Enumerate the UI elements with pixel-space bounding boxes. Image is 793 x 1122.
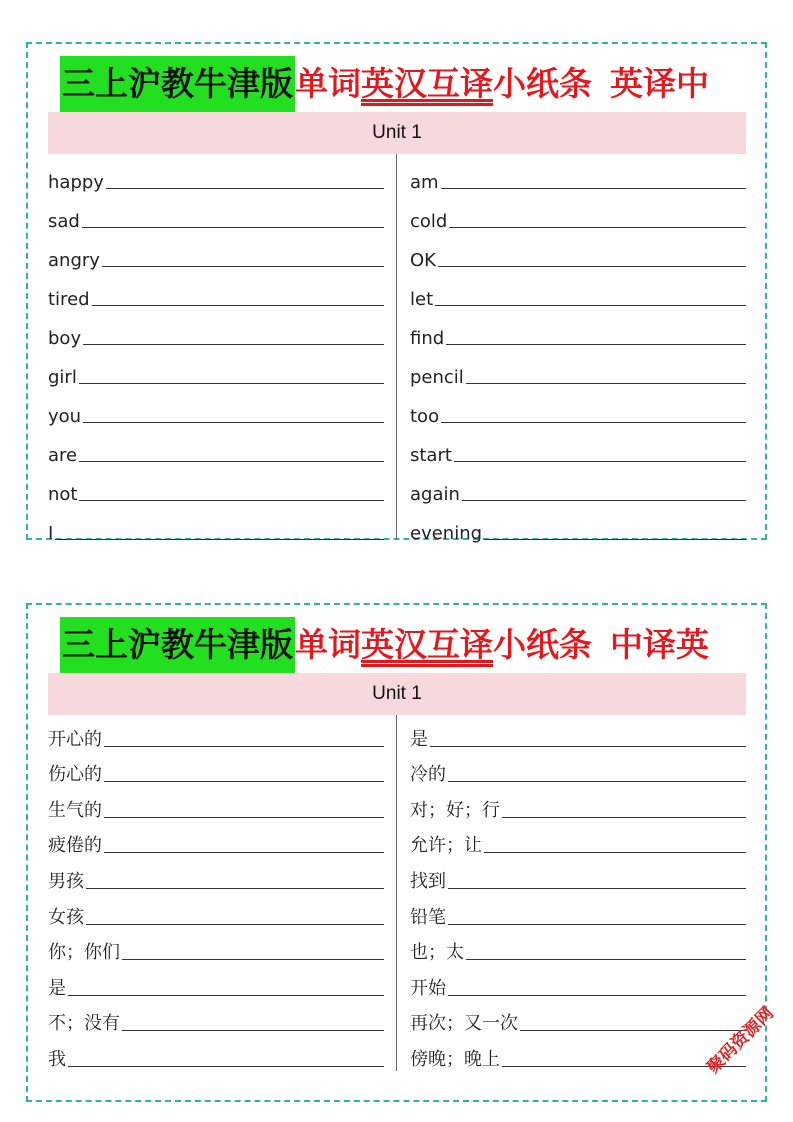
answer-blank: [106, 188, 384, 189]
answer-blank: [104, 852, 384, 853]
vocab-word: sad: [48, 211, 80, 232]
answer-blank: [430, 746, 746, 747]
card-title: [60, 617, 709, 673]
column-divider: [396, 715, 397, 1071]
unit-header: Unit 1: [48, 112, 746, 154]
vocab-row: [410, 1000, 746, 1036]
left-column: [48, 154, 384, 544]
answer-blank: [79, 461, 384, 462]
vocab-word: 你；你们: [48, 942, 120, 964]
vocab-row: [48, 349, 384, 388]
answer-blank: [86, 888, 384, 889]
answer-blank: [68, 995, 384, 996]
vocab-word: tired: [48, 289, 90, 310]
vocab-word: 允许；让: [410, 835, 482, 857]
vocab-row: [410, 232, 746, 271]
vocab-row: [410, 271, 746, 310]
vocab-row: [410, 857, 746, 893]
vocab-row: [48, 232, 384, 271]
vocab-word: 是: [410, 728, 428, 750]
vocab-row: [48, 964, 384, 1000]
vocab-row: [410, 505, 746, 544]
vocab-word: 是: [48, 977, 66, 999]
answer-blank: [502, 817, 746, 818]
vocab-word: boy: [48, 328, 82, 349]
vocab-word: evening: [410, 523, 483, 544]
vocab-row: [48, 388, 384, 427]
right-column: [410, 715, 746, 1071]
vocab-row: [48, 310, 384, 349]
vocab-row: [48, 466, 384, 505]
vocab-word: 找到: [410, 870, 446, 892]
vocab-row: [48, 154, 384, 193]
vocab-word: 冷的: [410, 764, 446, 786]
vocab-word: girl: [48, 367, 77, 388]
vocab-word: 开始: [410, 977, 446, 999]
vocab-row: [48, 929, 384, 965]
vocab-row: [48, 505, 384, 544]
vocab-row: [48, 427, 384, 466]
title-part: 单词: [295, 625, 361, 664]
vocab-word: 男孩: [48, 870, 84, 892]
vocab-row: [48, 751, 384, 787]
answer-blank: [104, 746, 384, 747]
vocab-word: cold: [410, 211, 448, 232]
answer-blank: [104, 817, 384, 818]
vocab-word: I: [48, 523, 54, 544]
vocab-row: [410, 193, 746, 232]
vocab-row: [48, 1000, 384, 1036]
vocab-row: [48, 857, 384, 893]
answer-blank: [484, 539, 746, 540]
chinese-to-english-card: [26, 603, 767, 1102]
answer-blank: [462, 500, 746, 501]
vocab-row: [410, 466, 746, 505]
answer-blank: [520, 1030, 746, 1031]
vocab-row: [48, 271, 384, 310]
vocab-word: OK: [410, 250, 436, 271]
vocab-word: 生气的: [48, 799, 102, 821]
vocab-word: 疲倦的: [48, 835, 102, 857]
vocab-row: [48, 786, 384, 822]
right-column: [410, 154, 746, 544]
answer-blank: [484, 852, 746, 853]
vocab-word: pencil: [410, 367, 464, 388]
vocab-row: [410, 822, 746, 858]
vocab-word: not: [48, 484, 78, 505]
vocab-row: [410, 751, 746, 787]
vocab-row: [410, 388, 746, 427]
vocab-row: [48, 193, 384, 232]
answer-blank: [438, 266, 746, 267]
answer-blank: [449, 227, 746, 228]
answer-blank: [448, 781, 746, 782]
answer-blank: [68, 1066, 384, 1067]
answer-blank: [102, 266, 384, 267]
vocab-word: start: [410, 445, 452, 466]
vocab-row: [48, 893, 384, 929]
answer-blank: [122, 1030, 384, 1031]
vocab-word: 对；好；行: [410, 799, 500, 821]
vocab-word: 铅笔: [410, 906, 446, 928]
vocab-row: [410, 427, 746, 466]
title-highlight: 三上沪教牛津版: [60, 56, 295, 112]
vocab-row: [410, 310, 746, 349]
title-underlined: 英汉互译: [361, 64, 493, 103]
answer-blank: [448, 888, 746, 889]
vocab-word: happy: [48, 172, 104, 193]
vocab-row: [410, 964, 746, 1000]
vocab-row: [410, 893, 746, 929]
column-divider: [396, 154, 397, 540]
title-part: 小纸条: [493, 64, 592, 103]
vocab-row: [48, 715, 384, 751]
card-title: [60, 56, 709, 112]
vocab-row: [410, 349, 746, 388]
answer-blank: [454, 461, 746, 462]
vocab-word: 再次；又一次: [410, 1013, 518, 1035]
vocab-row: [48, 822, 384, 858]
vocab-row: [410, 929, 746, 965]
answer-blank: [86, 924, 384, 925]
vocab-row: [410, 715, 746, 751]
vocab-word: let: [410, 289, 434, 310]
vocab-row: [410, 786, 746, 822]
title-part: 小纸条: [493, 625, 592, 664]
vocab-word: too: [410, 406, 440, 427]
answer-blank: [79, 500, 384, 501]
vocab-word: am: [410, 172, 439, 193]
title-mode: 英译中: [610, 64, 709, 103]
english-to-chinese-card: [26, 42, 767, 544]
answer-blank: [441, 188, 746, 189]
left-column: [48, 715, 384, 1071]
watermark: 聚码资源网: [703, 1003, 778, 1078]
answer-blank: [83, 422, 384, 423]
vocab-word: are: [48, 445, 78, 466]
vocab-word: find: [410, 328, 445, 349]
vocab-word: 也；太: [410, 942, 464, 964]
answer-blank: [82, 227, 384, 228]
vocab-word: you: [48, 406, 82, 427]
vocab-word: angry: [48, 250, 100, 271]
vocab-word: 女孩: [48, 906, 84, 928]
vocab-word: 我: [48, 1048, 66, 1070]
title-mode: 中译英: [610, 625, 709, 664]
answer-blank: [55, 539, 384, 540]
vocab-word: 开心的: [48, 728, 102, 750]
title-underlined: 英汉互译: [361, 625, 493, 664]
unit-header: Unit 1: [48, 673, 746, 715]
vocab-row: [48, 1035, 384, 1071]
answer-blank: [441, 422, 746, 423]
answer-blank: [104, 781, 384, 782]
vocab-word: again: [410, 484, 460, 505]
answer-blank: [79, 383, 384, 384]
answer-blank: [122, 959, 384, 960]
vocab-row: [410, 1035, 746, 1071]
answer-blank: [448, 995, 746, 996]
vocab-word: 不；没有: [48, 1013, 120, 1035]
title-highlight: 三上沪教牛津版: [60, 617, 295, 673]
answer-blank: [435, 305, 746, 306]
vocab-word: 伤心的: [48, 764, 102, 786]
answer-blank: [92, 305, 384, 306]
answer-blank: [448, 924, 746, 925]
vocab-word: 傍晚；晚上: [410, 1048, 500, 1070]
answer-blank: [446, 344, 746, 345]
answer-blank: [466, 383, 746, 384]
vocab-row: [410, 154, 746, 193]
title-part: 单词: [295, 64, 361, 103]
answer-blank: [466, 959, 746, 960]
answer-blank: [83, 344, 384, 345]
